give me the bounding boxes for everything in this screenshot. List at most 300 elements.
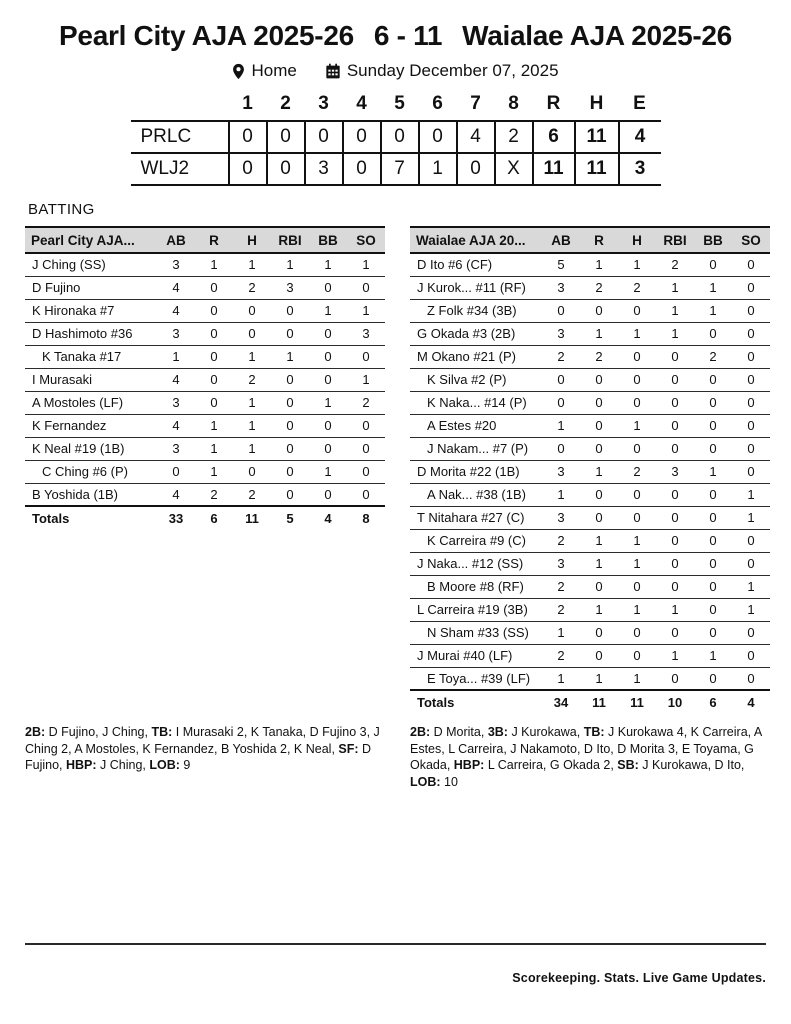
stat-cell: 1 <box>618 667 656 690</box>
stat-cell: 1 <box>233 414 271 437</box>
inning-score-cell: 0 <box>229 153 267 185</box>
stat-cell: 1 <box>656 276 694 299</box>
player-row <box>410 460 770 483</box>
player-name: A Mostoles (LF) <box>25 391 157 414</box>
stat-cell: 0 <box>271 322 309 345</box>
stat-cell: 2 <box>233 368 271 391</box>
stat-cell: 1 <box>233 437 271 460</box>
player-name: B Yoshida (1B) <box>25 483 157 506</box>
stat-cell: 0 <box>309 276 347 299</box>
stat-cell: 0 <box>580 391 618 414</box>
stat-cell: 0 <box>347 483 385 506</box>
home-batting-notes: 2B: D Fujino, J Ching, TB: I Murasaki 2, K Tanaka, D Fujino 3, J Ching 2, A Mostoles, K Fernandez, B Yoshida 2, K Neal, SF: D Fujino, HBP: J Ching, LOB: 9 <box>25 725 380 772</box>
player-name: D Morita #22 (1B) <box>410 460 542 483</box>
player-row <box>410 322 770 345</box>
stat-cell: 0 <box>694 506 732 529</box>
stat-cell: 0 <box>618 483 656 506</box>
stat-cell: 4 <box>157 483 195 506</box>
date-item <box>325 61 559 81</box>
stat-cell: 0 <box>732 391 770 414</box>
player-row <box>410 414 770 437</box>
player-row <box>410 598 770 621</box>
player-row <box>410 253 770 276</box>
inning-score-cell: X <box>495 153 533 185</box>
totals-stat-cell: 11 <box>233 506 271 529</box>
stat-cell: 0 <box>656 621 694 644</box>
totals-stat-cell: 5 <box>271 506 309 529</box>
stat-cell: 3 <box>542 506 580 529</box>
stat-cell: 0 <box>233 299 271 322</box>
stat-cell: 3 <box>542 460 580 483</box>
note-label: LOB: <box>410 774 441 789</box>
player-row <box>410 621 770 644</box>
away-batting-header-row <box>410 227 770 253</box>
home-batting-table <box>25 226 385 529</box>
venue-item <box>232 61 296 81</box>
stat-cell: 0 <box>618 644 656 667</box>
stat-cell: 0 <box>694 621 732 644</box>
stat-cell: 1 <box>618 414 656 437</box>
stat-cell: 1 <box>580 460 618 483</box>
stat-cell: 4 <box>157 276 195 299</box>
note-label: TB: <box>583 725 605 739</box>
stat-cell: 1 <box>347 368 385 391</box>
stat-cell: 2 <box>618 276 656 299</box>
player-name: K Silva #2 (P) <box>410 368 542 391</box>
stat-cell: 0 <box>732 299 770 322</box>
stat-cell: 2 <box>694 345 732 368</box>
inning-score-cell: 7 <box>381 153 419 185</box>
totals-row <box>25 506 385 529</box>
totals-stat-cell: 10 <box>656 690 694 713</box>
stat-cell: 0 <box>309 322 347 345</box>
stat-cell: 1 <box>347 299 385 322</box>
note-label: SF: <box>338 741 359 756</box>
stat-cell: 0 <box>580 506 618 529</box>
stat-cell: 1 <box>694 644 732 667</box>
stat-column-header: AB <box>157 227 195 253</box>
player-name: I Murasaki <box>25 368 157 391</box>
stat-cell: 1 <box>542 667 580 690</box>
player-row <box>410 368 770 391</box>
player-name: D Ito #6 (CF) <box>410 253 542 276</box>
stat-cell: 2 <box>542 345 580 368</box>
stat-cell: 1 <box>656 644 694 667</box>
player-row <box>410 552 770 575</box>
team-column-header: Pearl City AJA... <box>25 227 157 253</box>
stat-cell: 1 <box>195 414 233 437</box>
stat-cell: 0 <box>694 598 732 621</box>
stat-cell: 2 <box>656 253 694 276</box>
stat-cell: 1 <box>195 460 233 483</box>
inning-score-cell: 0 <box>381 121 419 153</box>
line-score-row <box>131 121 661 153</box>
stat-cell: 1 <box>694 276 732 299</box>
stat-column-header: R <box>580 227 618 253</box>
stat-cell: 1 <box>656 598 694 621</box>
stat-cell: 1 <box>580 552 618 575</box>
stat-cell: 0 <box>618 575 656 598</box>
stat-column-header: SO <box>347 227 385 253</box>
stat-cell: 1 <box>271 345 309 368</box>
summary-score-cell: 11 <box>575 153 619 185</box>
stat-cell: 0 <box>656 667 694 690</box>
inning-score-cell: 0 <box>267 121 305 153</box>
stat-cell: 3 <box>656 460 694 483</box>
line-score-row <box>131 153 661 185</box>
stat-cell: 0 <box>618 391 656 414</box>
totals-stat-cell: 6 <box>195 506 233 529</box>
stat-cell: 0 <box>271 483 309 506</box>
away-batting-notes: 2B: D Morita, 3B: J Kurokawa, TB: J Kurokawa 4, K Carreira, A Estes, L Carreira, J Nakamoto, D Ito, D Morita 3, E Toyama, G Okada, HBP: L Carreira, G Okada 2, SB: J Kurokawa, D Ito, LOB: 10 <box>410 725 762 789</box>
stat-cell: 0 <box>732 414 770 437</box>
stat-column-header: RBI <box>271 227 309 253</box>
stat-cell: 1 <box>618 253 656 276</box>
stat-cell: 1 <box>157 345 195 368</box>
inning-score-cell: 0 <box>343 121 381 153</box>
summary-score-cell: 4 <box>619 121 661 153</box>
player-name: K Tanaka #17 <box>25 345 157 368</box>
stat-cell: 1 <box>542 414 580 437</box>
stat-cell: 0 <box>580 368 618 391</box>
player-row <box>410 644 770 667</box>
totals-stat-cell: 4 <box>309 506 347 529</box>
player-name: K Neal #19 (1B) <box>25 437 157 460</box>
totals-stat-cell: 34 <box>542 690 580 713</box>
stat-cell: 0 <box>157 460 195 483</box>
totals-stat-cell: 11 <box>618 690 656 713</box>
stat-cell: 0 <box>347 460 385 483</box>
summary-score-cell: 11 <box>533 153 575 185</box>
stat-cell: 0 <box>271 437 309 460</box>
stat-cell: 2 <box>542 644 580 667</box>
game-meta <box>0 61 791 81</box>
note-label: HBP: <box>66 758 97 772</box>
stat-column-header: BB <box>694 227 732 253</box>
inning-score-cell: 0 <box>229 121 267 153</box>
stat-cell: 3 <box>347 322 385 345</box>
stat-cell: 3 <box>157 322 195 345</box>
player-row <box>25 345 385 368</box>
stat-cell: 0 <box>618 368 656 391</box>
stat-cell: 0 <box>694 483 732 506</box>
away-batting-table <box>410 226 770 713</box>
stat-cell: 1 <box>618 322 656 345</box>
player-name: Z Folk #34 (3B) <box>410 299 542 322</box>
stat-cell: 1 <box>542 621 580 644</box>
player-row <box>25 460 385 483</box>
player-name: A Estes #20 <box>410 414 542 437</box>
player-name: J Ching (SS) <box>25 253 157 276</box>
stat-cell: 0 <box>233 460 271 483</box>
stat-cell: 2 <box>580 345 618 368</box>
summary-header: R <box>546 93 561 114</box>
player-name: J Kurok... #11 (RF) <box>410 276 542 299</box>
stat-cell: 2 <box>347 391 385 414</box>
stat-cell: 0 <box>580 644 618 667</box>
note-label: TB: <box>151 725 173 739</box>
player-name: K Hironaka #7 <box>25 299 157 322</box>
stat-cell: 0 <box>233 322 271 345</box>
stat-cell: 0 <box>309 483 347 506</box>
venue-label: Home <box>251 61 297 80</box>
stat-cell: 2 <box>542 529 580 552</box>
stat-cell: 0 <box>732 644 770 667</box>
inning-header: 5 <box>394 93 405 114</box>
player-name: J Nakam... #7 (P) <box>410 437 542 460</box>
stat-cell: 0 <box>309 345 347 368</box>
location-pin-icon <box>232 63 245 80</box>
stat-cell: 0 <box>694 552 732 575</box>
stat-cell: 0 <box>271 460 309 483</box>
stat-cell: 0 <box>656 368 694 391</box>
footer-tagline: Scorekeeping. Stats. Live Game Updates. <box>512 971 766 985</box>
stat-cell: 1 <box>271 253 309 276</box>
stat-cell: 0 <box>694 391 732 414</box>
team-abbreviation: WLJ2 <box>131 153 229 185</box>
summary-score-cell: 6 <box>533 121 575 153</box>
stat-cell: 0 <box>732 552 770 575</box>
stat-cell: 1 <box>580 667 618 690</box>
note-label: SB: <box>617 758 639 772</box>
stat-column-header: H <box>618 227 656 253</box>
stat-cell: 1 <box>542 483 580 506</box>
stat-cell: 0 <box>656 391 694 414</box>
stat-cell: 1 <box>732 483 770 506</box>
stat-cell: 1 <box>233 345 271 368</box>
totals-stat-cell: 8 <box>347 506 385 529</box>
stat-cell: 0 <box>694 667 732 690</box>
inning-score-cell: 4 <box>457 121 495 153</box>
stat-cell: 0 <box>732 621 770 644</box>
stat-cell: 3 <box>271 276 309 299</box>
stat-cell: 0 <box>580 483 618 506</box>
stat-cell: 0 <box>271 368 309 391</box>
inning-header: 4 <box>356 93 367 114</box>
stat-cell: 2 <box>233 276 271 299</box>
stat-cell: 1 <box>195 437 233 460</box>
stat-cell: 0 <box>732 276 770 299</box>
stat-cell: 0 <box>618 506 656 529</box>
stat-cell: 2 <box>618 460 656 483</box>
stat-cell: 0 <box>347 414 385 437</box>
player-name: D Fujino <box>25 276 157 299</box>
stat-cell: 3 <box>542 322 580 345</box>
player-name: M Okano #21 (P) <box>410 345 542 368</box>
footer-divider <box>25 943 766 945</box>
stat-cell: 0 <box>732 460 770 483</box>
player-name: L Carreira #19 (3B) <box>410 598 542 621</box>
stat-cell: 0 <box>694 368 732 391</box>
stat-cell: 2 <box>233 483 271 506</box>
player-name: A Nak... #38 (1B) <box>410 483 542 506</box>
player-name: T Nitahara #27 (C) <box>410 506 542 529</box>
player-row <box>410 506 770 529</box>
away-team-name: Waialae AJA 2025-26 <box>462 20 732 51</box>
stat-cell: 1 <box>732 598 770 621</box>
inning-header: 3 <box>318 93 329 114</box>
stat-cell: 0 <box>542 299 580 322</box>
stat-cell: 1 <box>580 598 618 621</box>
stat-cell: 4 <box>157 299 195 322</box>
stat-cell: 0 <box>694 529 732 552</box>
stat-cell: 0 <box>618 621 656 644</box>
totals-label: Totals <box>410 690 542 713</box>
stat-cell: 0 <box>580 575 618 598</box>
stat-cell: 0 <box>694 437 732 460</box>
stat-cell: 0 <box>271 391 309 414</box>
inning-score-cell: 3 <box>305 153 343 185</box>
stat-column-header: H <box>233 227 271 253</box>
stat-cell: 1 <box>309 391 347 414</box>
player-row <box>410 299 770 322</box>
totals-row <box>410 690 770 713</box>
stat-cell: 1 <box>309 299 347 322</box>
stat-cell: 0 <box>309 437 347 460</box>
player-row <box>410 667 770 690</box>
stat-cell: 0 <box>580 299 618 322</box>
player-row <box>25 437 385 460</box>
stat-cell: 0 <box>580 414 618 437</box>
inning-header: 7 <box>470 93 481 114</box>
stat-cell: 1 <box>347 253 385 276</box>
stat-cell: 0 <box>656 575 694 598</box>
note-label: LOB: <box>149 758 180 772</box>
inning-score-cell: 0 <box>457 153 495 185</box>
player-row <box>25 391 385 414</box>
line-score-header-row <box>131 93 661 121</box>
inning-score-cell: 1 <box>419 153 457 185</box>
stat-cell: 0 <box>309 414 347 437</box>
totals-label: Totals <box>25 506 157 529</box>
player-name: E Toya... #39 (LF) <box>410 667 542 690</box>
stat-cell: 0 <box>195 391 233 414</box>
inning-header: 2 <box>280 93 291 114</box>
stat-cell: 2 <box>195 483 233 506</box>
summary-score-cell: 11 <box>575 121 619 153</box>
stat-cell: 0 <box>656 483 694 506</box>
note-label: HBP: <box>453 758 485 772</box>
totals-stat-cell: 6 <box>694 690 732 713</box>
player-row <box>25 276 385 299</box>
stat-cell: 0 <box>656 529 694 552</box>
stat-cell: 0 <box>195 345 233 368</box>
summary-header: H <box>589 93 604 114</box>
player-row <box>410 437 770 460</box>
stat-cell: 0 <box>347 276 385 299</box>
stat-cell: 2 <box>542 575 580 598</box>
game-title <box>0 0 791 52</box>
player-row <box>410 529 770 552</box>
line-score-table <box>131 93 661 186</box>
totals-stat-cell: 4 <box>732 690 770 713</box>
team-column-header: Waialae AJA 20... <box>410 227 542 253</box>
stat-cell: 1 <box>694 299 732 322</box>
stat-cell: 0 <box>732 437 770 460</box>
stat-cell: 0 <box>580 621 618 644</box>
stat-cell: 0 <box>542 437 580 460</box>
stat-cell: 0 <box>732 322 770 345</box>
line-score-corner-cell <box>131 93 229 121</box>
player-name: G Okada #3 (2B) <box>410 322 542 345</box>
player-row <box>410 345 770 368</box>
batting-notes <box>0 724 791 790</box>
stat-cell: 0 <box>656 414 694 437</box>
inning-header: 1 <box>242 93 253 114</box>
stat-cell: 0 <box>732 667 770 690</box>
inning-score-cell: 0 <box>419 121 457 153</box>
stat-cell: 0 <box>618 437 656 460</box>
player-name: C Ching #6 (P) <box>25 460 157 483</box>
stat-cell: 1 <box>580 253 618 276</box>
stat-cell: 0 <box>656 506 694 529</box>
stat-cell: 0 <box>195 368 233 391</box>
stat-cell: 0 <box>271 299 309 322</box>
stat-cell: 0 <box>732 345 770 368</box>
stat-cell: 0 <box>656 437 694 460</box>
stat-cell: 3 <box>157 437 195 460</box>
stat-cell: 0 <box>542 391 580 414</box>
stat-cell: 0 <box>694 322 732 345</box>
inning-score-cell: 0 <box>267 153 305 185</box>
note-label: 2B: <box>410 725 431 739</box>
player-row <box>410 391 770 414</box>
game-date: Sunday December 07, 2025 <box>346 61 559 80</box>
stat-cell: 1 <box>309 460 347 483</box>
inning-header: 8 <box>508 93 519 114</box>
player-name: J Murai #40 (LF) <box>410 644 542 667</box>
stat-cell: 0 <box>694 253 732 276</box>
totals-stat-cell: 11 <box>580 690 618 713</box>
stat-column-header: AB <box>542 227 580 253</box>
stat-cell: 0 <box>732 529 770 552</box>
batting-section-label: BATTING <box>28 201 95 218</box>
stat-cell: 0 <box>580 437 618 460</box>
stat-cell: 1 <box>732 506 770 529</box>
stat-cell: 1 <box>309 253 347 276</box>
stat-cell: 4 <box>157 368 195 391</box>
stat-cell: 1 <box>580 529 618 552</box>
stat-cell: 0 <box>195 276 233 299</box>
player-row <box>25 483 385 506</box>
stat-cell: 5 <box>542 253 580 276</box>
calendar-icon <box>325 63 341 79</box>
inning-score-cell: 2 <box>495 121 533 153</box>
stat-column-header: BB <box>309 227 347 253</box>
stat-column-header: SO <box>732 227 770 253</box>
stat-cell: 0 <box>195 299 233 322</box>
stat-cell: 1 <box>618 529 656 552</box>
team-abbreviation: PRLC <box>131 121 229 153</box>
stat-cell: 1 <box>618 598 656 621</box>
inning-score-cell: 0 <box>343 153 381 185</box>
stat-cell: 0 <box>656 552 694 575</box>
stat-cell: 0 <box>271 414 309 437</box>
stat-cell: 0 <box>618 299 656 322</box>
player-name: D Hashimoto #36 <box>25 322 157 345</box>
stat-cell: 1 <box>732 575 770 598</box>
stat-cell: 4 <box>157 414 195 437</box>
stat-cell: 1 <box>694 460 732 483</box>
final-score: 6 - 11 <box>373 20 443 51</box>
note-label: 3B: <box>487 725 508 739</box>
stat-cell: 1 <box>580 322 618 345</box>
stat-cell: 0 <box>309 368 347 391</box>
stat-column-header: RBI <box>656 227 694 253</box>
note-label: 2B: <box>25 725 46 739</box>
stat-cell: 0 <box>656 345 694 368</box>
stat-cell: 0 <box>732 368 770 391</box>
